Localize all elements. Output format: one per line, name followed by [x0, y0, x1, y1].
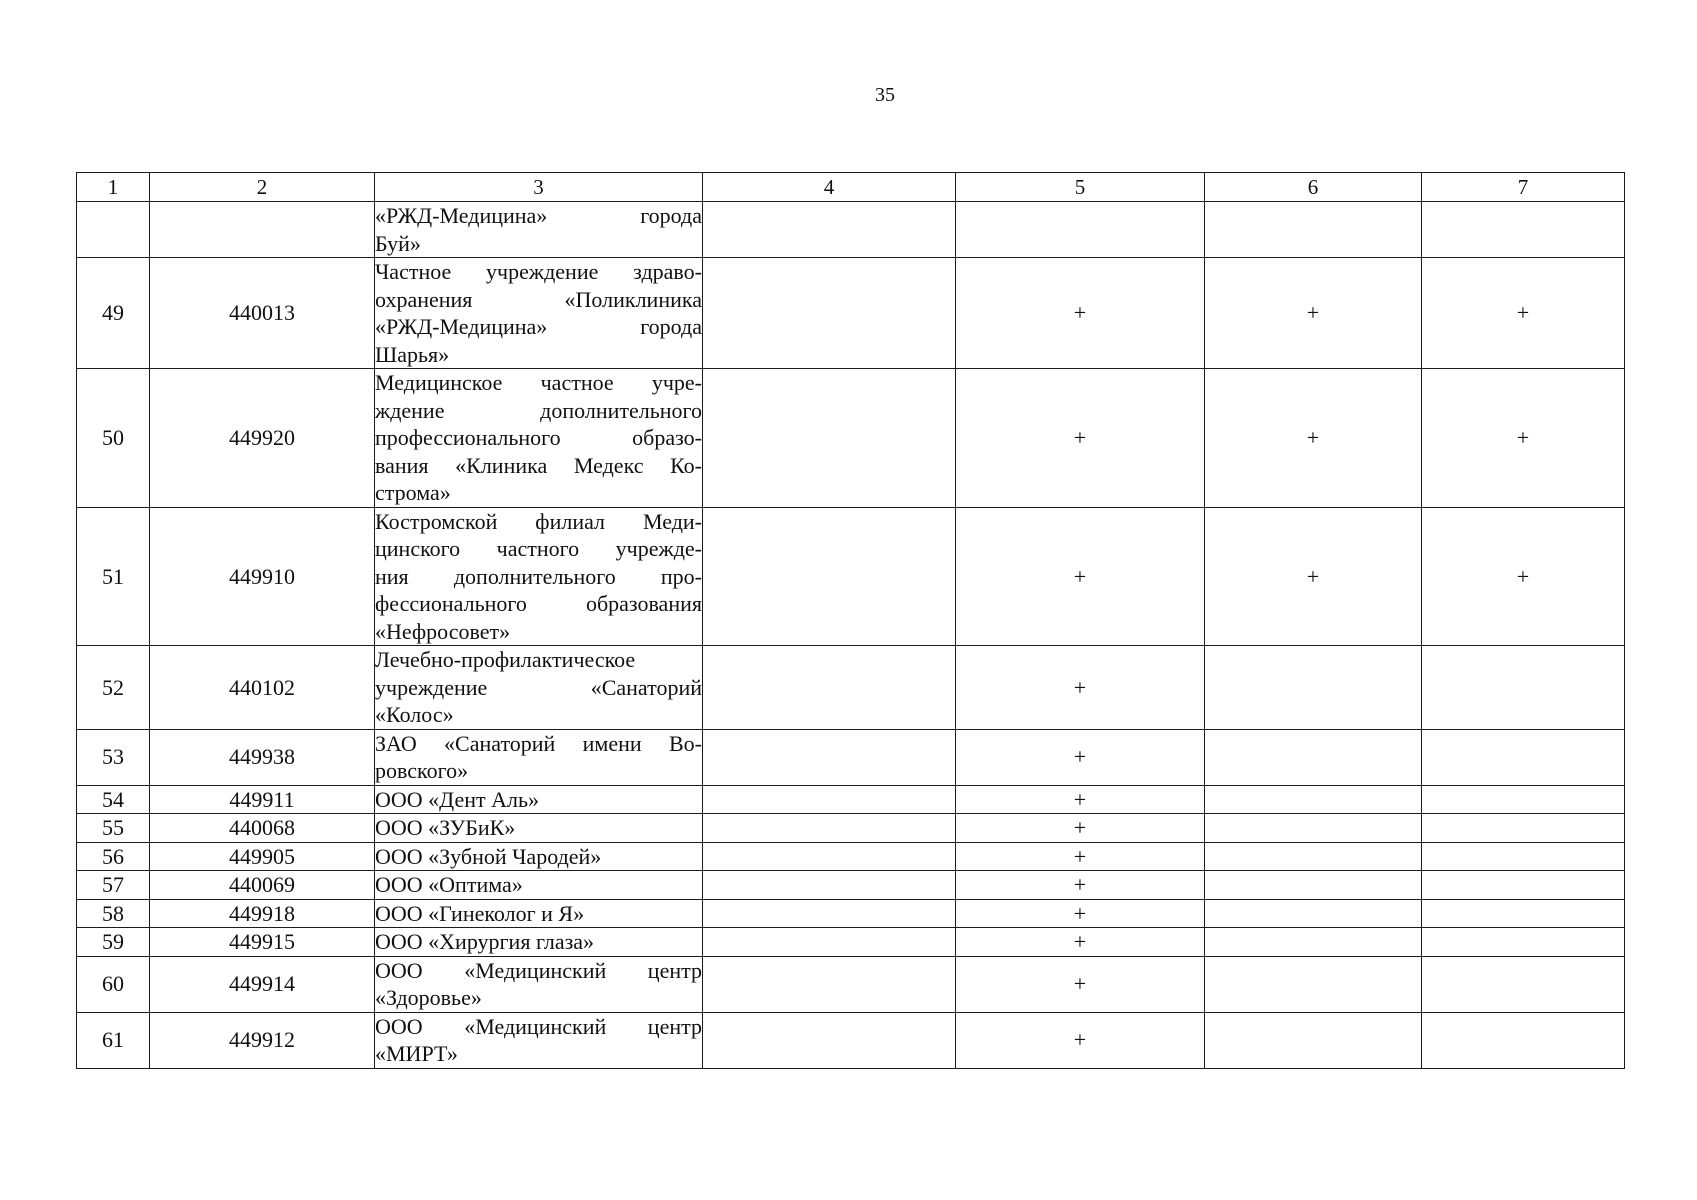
- table-row: [77, 842, 1625, 871]
- table-row: [77, 814, 1625, 843]
- table-row: [77, 1012, 1625, 1068]
- organization-name-cell: [375, 507, 703, 646]
- code-cell: 449915: [150, 928, 375, 957]
- column-6-mark-cell: [1205, 785, 1422, 814]
- column-5-mark-cell: +: [956, 928, 1205, 957]
- column-header: 4: [703, 173, 956, 202]
- column-5-mark-cell: +: [956, 507, 1205, 646]
- column-4-cell: [703, 507, 956, 646]
- column-4-cell: [703, 202, 956, 258]
- table-row: [77, 928, 1625, 957]
- column-5-mark-cell: +: [956, 369, 1205, 508]
- column-6-mark-cell: +: [1205, 369, 1422, 508]
- column-5-mark-cell: +: [956, 258, 1205, 369]
- organization-name-line: Частное учреждение здраво-: [375, 259, 702, 284]
- column-6-mark-cell: +: [1205, 258, 1422, 369]
- column-5-mark-cell: [956, 202, 1205, 258]
- organization-name-cell: [375, 928, 703, 957]
- column-4-cell: [703, 842, 956, 871]
- column-5-mark-cell: +: [956, 785, 1205, 814]
- code-cell: [150, 202, 375, 258]
- code-cell: 449911: [150, 785, 375, 814]
- table-row: [77, 729, 1625, 785]
- code-cell: 449918: [150, 899, 375, 928]
- organization-name-line: «РЖД-Медицина» города: [375, 314, 702, 339]
- table-body: [77, 202, 1625, 1069]
- organization-name-line: Медицинское частное учре-: [375, 370, 702, 395]
- column-6-mark-cell: [1205, 1012, 1422, 1068]
- row-number-cell: [77, 202, 150, 258]
- organization-name-line: вания «Клиника Медекс Ко-: [375, 452, 702, 478]
- row-number-cell: 56: [77, 842, 150, 871]
- column-7-mark-cell: [1422, 729, 1625, 785]
- column-4-cell: [703, 258, 956, 369]
- row-number-cell: 61: [77, 1012, 150, 1068]
- column-header: 7: [1422, 173, 1625, 202]
- column-4-cell: [703, 369, 956, 508]
- organization-name-cell: [375, 258, 703, 369]
- organization-name-line: учреждение «Санаторий: [375, 674, 702, 700]
- column-5-mark-cell: +: [956, 871, 1205, 900]
- organizations-table: [76, 172, 1625, 1069]
- row-number-cell: 58: [77, 899, 150, 928]
- column-7-mark-cell: [1422, 928, 1625, 957]
- column-7-mark-cell: [1422, 646, 1625, 730]
- table-row: [77, 507, 1625, 646]
- organization-name-line: ЗАО «Санаторий имени Во-: [375, 730, 702, 756]
- column-6-mark-cell: [1205, 729, 1422, 785]
- column-7-mark-cell: +: [1422, 507, 1625, 646]
- row-number-cell: 53: [77, 729, 150, 785]
- column-4-cell: [703, 814, 956, 843]
- organization-name-line: ООО «ЗУБиК»: [375, 815, 516, 840]
- column-header: 6: [1205, 173, 1422, 202]
- row-number-cell: 55: [77, 814, 150, 843]
- column-6-mark-cell: [1205, 956, 1422, 1012]
- organization-name-line: ООО «Медицинский центр: [375, 1013, 702, 1039]
- row-number-cell: 51: [77, 507, 150, 646]
- table-row: [77, 258, 1625, 369]
- row-number-cell: 50: [77, 369, 150, 508]
- column-5-mark-cell: +: [956, 956, 1205, 1012]
- code-cell: 449920: [150, 369, 375, 508]
- organization-name-line: Буй»: [375, 230, 421, 256]
- column-6-mark-cell: [1205, 899, 1422, 928]
- column-5-mark-cell: +: [956, 842, 1205, 871]
- column-header: 1: [77, 173, 150, 202]
- code-cell: 449910: [150, 507, 375, 646]
- organization-name-cell: [375, 369, 703, 508]
- table-row: [77, 956, 1625, 1012]
- organization-name-line: ния дополнительного про-: [375, 563, 702, 589]
- organization-name-line: строма»: [375, 480, 451, 505]
- code-cell: 449912: [150, 1012, 375, 1068]
- organization-name-line: ровского»: [375, 758, 469, 783]
- organization-name-line: цинского частного учрежде-: [375, 536, 702, 561]
- table-row: [77, 785, 1625, 814]
- code-cell: 440069: [150, 871, 375, 900]
- column-6-mark-cell: [1205, 814, 1422, 843]
- organization-name-line: ООО «Гинеколог и Я»: [375, 900, 585, 926]
- column-7-mark-cell: [1422, 842, 1625, 871]
- column-6-mark-cell: [1205, 202, 1422, 258]
- row-number-cell: 49: [77, 258, 150, 369]
- column-6-mark-cell: [1205, 928, 1422, 957]
- table-row: [77, 369, 1625, 508]
- row-number-cell: 60: [77, 956, 150, 1012]
- column-4-cell: [703, 956, 956, 1012]
- code-cell: 449905: [150, 842, 375, 871]
- column-7-mark-cell: [1422, 202, 1625, 258]
- row-number-cell: 52: [77, 646, 150, 730]
- organization-name-line: охранения «Поликлиника: [375, 286, 702, 312]
- row-number-cell: 57: [77, 871, 150, 900]
- table-row: [77, 202, 1625, 258]
- column-5-mark-cell: +: [956, 729, 1205, 785]
- column-4-cell: [703, 871, 956, 900]
- organization-name-cell: [375, 842, 703, 871]
- column-7-mark-cell: [1422, 956, 1625, 1012]
- column-7-mark-cell: [1422, 785, 1625, 814]
- organization-name-cell: [375, 1012, 703, 1068]
- column-5-mark-cell: +: [956, 814, 1205, 843]
- organization-name-cell: [375, 785, 703, 814]
- organization-name-cell: [375, 899, 703, 928]
- organization-name-line: Костромской филиал Меди-: [375, 508, 702, 534]
- organization-name-cell: [375, 646, 703, 730]
- page-number: 35: [875, 84, 895, 106]
- table-row: [77, 871, 1625, 900]
- column-6-mark-cell: [1205, 646, 1422, 730]
- column-header: 2: [150, 173, 375, 202]
- column-header: 5: [956, 173, 1205, 202]
- code-cell: 449938: [150, 729, 375, 785]
- organization-name-line: ООО «Зубной Чародей»: [375, 843, 602, 869]
- code-cell: 449914: [150, 956, 375, 1012]
- column-6-mark-cell: [1205, 842, 1422, 871]
- organization-name-line: ООО «Оптима»: [375, 872, 523, 897]
- organization-name-cell: [375, 871, 703, 900]
- column-4-cell: [703, 646, 956, 730]
- row-number-cell: 59: [77, 928, 150, 957]
- column-7-mark-cell: [1422, 814, 1625, 843]
- code-cell: 440068: [150, 814, 375, 843]
- organization-name-line: ООО «Дент Аль»: [375, 786, 539, 812]
- organization-name-line: «МИРТ»: [375, 1041, 458, 1066]
- organization-name-line: Шарья»: [375, 341, 450, 367]
- column-5-mark-cell: +: [956, 1012, 1205, 1068]
- column-7-mark-cell: [1422, 871, 1625, 900]
- column-4-cell: [703, 928, 956, 957]
- organization-name-line: фессионального образования: [375, 591, 702, 616]
- organization-name-cell: [375, 956, 703, 1012]
- row-number-cell: 54: [77, 785, 150, 814]
- column-7-mark-cell: [1422, 899, 1625, 928]
- organization-name-cell: [375, 729, 703, 785]
- organization-name-line: Лечебно-профилактическое: [375, 647, 636, 672]
- column-7-mark-cell: [1422, 1012, 1625, 1068]
- column-5-mark-cell: +: [956, 899, 1205, 928]
- header-row: [77, 173, 1625, 202]
- organization-name-line: ООО «Хирургия глаза»: [375, 929, 595, 954]
- column-4-cell: [703, 729, 956, 785]
- column-5-mark-cell: +: [956, 646, 1205, 730]
- organization-name-line: «Колос»: [375, 702, 454, 727]
- code-cell: 440013: [150, 258, 375, 369]
- column-6-mark-cell: [1205, 871, 1422, 900]
- column-4-cell: [703, 1012, 956, 1068]
- organization-name-line: ООО «Медицинский центр: [375, 957, 702, 983]
- organization-name-line: профессионального образо-: [375, 425, 702, 450]
- organization-name-cell: [375, 202, 703, 258]
- column-4-cell: [703, 899, 956, 928]
- organization-name-cell: [375, 814, 703, 843]
- organization-name-line: ждение дополнительного: [375, 397, 702, 423]
- table-row: [77, 646, 1625, 730]
- organization-name-line: «Здоровье»: [375, 985, 482, 1010]
- column-7-mark-cell: +: [1422, 258, 1625, 369]
- column-header: 3: [375, 173, 703, 202]
- code-cell: 440102: [150, 646, 375, 730]
- organization-name-line: «РЖД-Медицина» города: [375, 203, 702, 228]
- column-6-mark-cell: +: [1205, 507, 1422, 646]
- table-row: [77, 899, 1625, 928]
- column-7-mark-cell: +: [1422, 369, 1625, 508]
- organization-name-line: «Нефросовет»: [375, 618, 511, 644]
- column-4-cell: [703, 785, 956, 814]
